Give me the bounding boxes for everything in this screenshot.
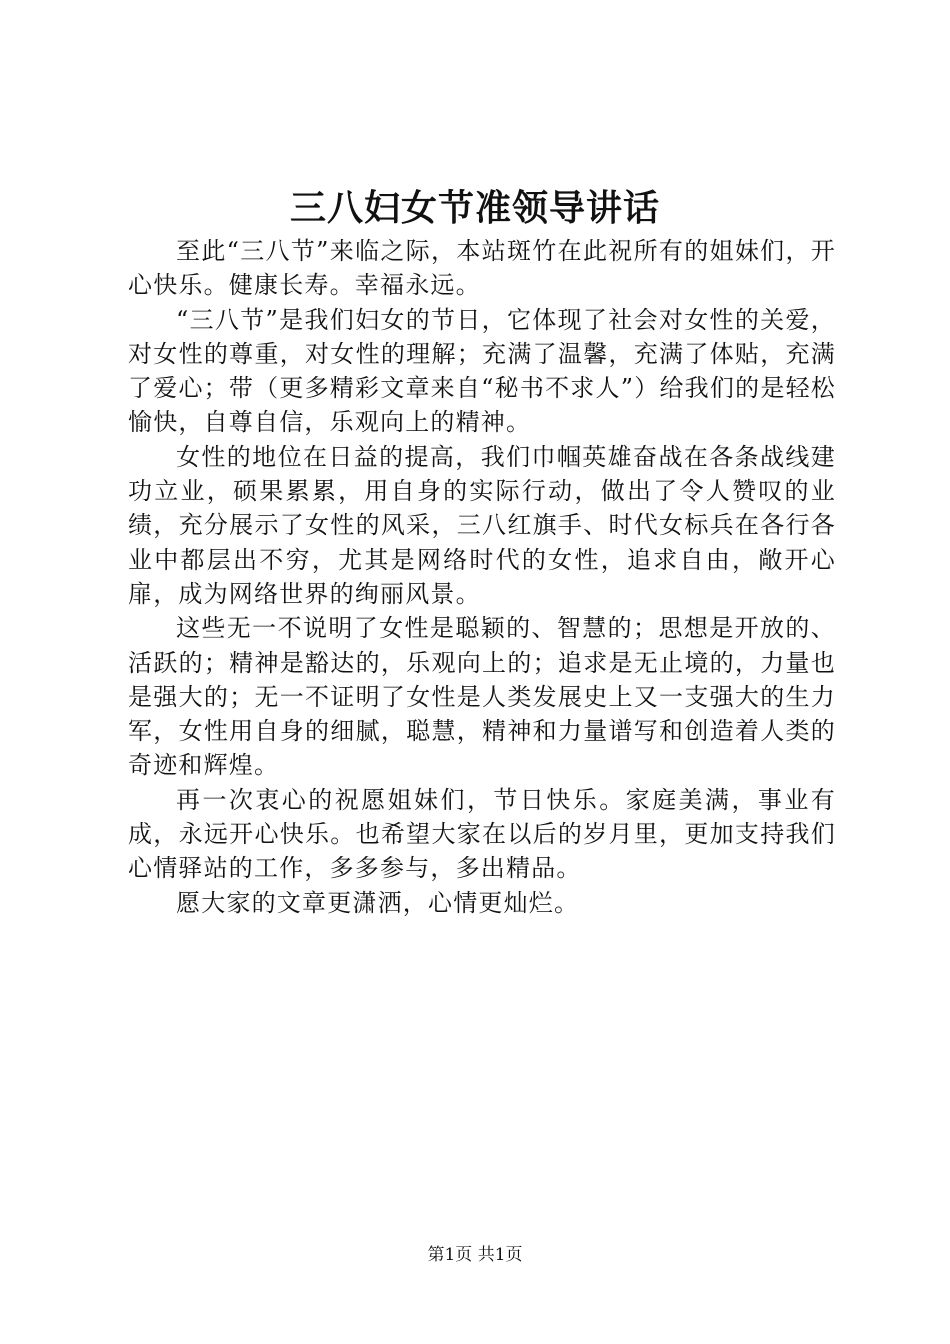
paragraph-women-qualities: 这些无一不说明了女性是聪颖的、智慧的；思想是开放的、活跃的；精神是豁达的，乐观向上的；追求是无止境的，力量也是强大的；无一不证明了女性是人类发展史上又一支强大的生力军，女性用自身的细腻，聪慧，精神和力量谱写和创造着人类的奇迹和辉煌。 — [128, 614, 836, 780]
paragraph-wishes: 再一次衷心的祝愿姐妹们，节日快乐。家庭美满，事业有成，永远开心快乐。也希望大家在以后的岁月里，更加支持我们心情驿站的工作，多多参与，多出精品。 — [128, 785, 836, 883]
page-number-footer: 第1页 共1页 — [427, 1245, 523, 1265]
paragraph-closing: 愿大家的文章更潇洒，心情更灿烂。 — [176, 888, 580, 917]
document-body — [128, 234, 836, 920]
document-title: 三八妇女节准领导讲话 — [289, 187, 660, 229]
paragraph-women-status: 女性的地位在日益的提高，我们巾帼英雄奋战在各条战线建功立业，硕果累累，用自身的实际行动，做出了令人赞叹的业绩，充分展示了女性的风采，三八红旗手、时代女标兵在各行各业中都层出不穷，尤其是网络时代的女性，追求自由，敞开心扉，成为网络世界的绚丽风景。 — [128, 442, 836, 608]
paragraph-greeting: 至此“三八节”来临之际，本站斑竹在此祝所有的姐妹们，开心快乐。健康长寿。幸福永远。 — [128, 237, 836, 300]
paragraph-festival-meaning: “三八节”是我们妇女的节日，它体现了社会对女性的关爱，对女性的尊重，对女性的理解；充满了温馨，充满了体贴，充满了爱心；带（更多精彩文章来自“秘书不求人”）给我们的是轻松愉快，自尊自信，乐观向上的精神。 — [128, 305, 836, 437]
